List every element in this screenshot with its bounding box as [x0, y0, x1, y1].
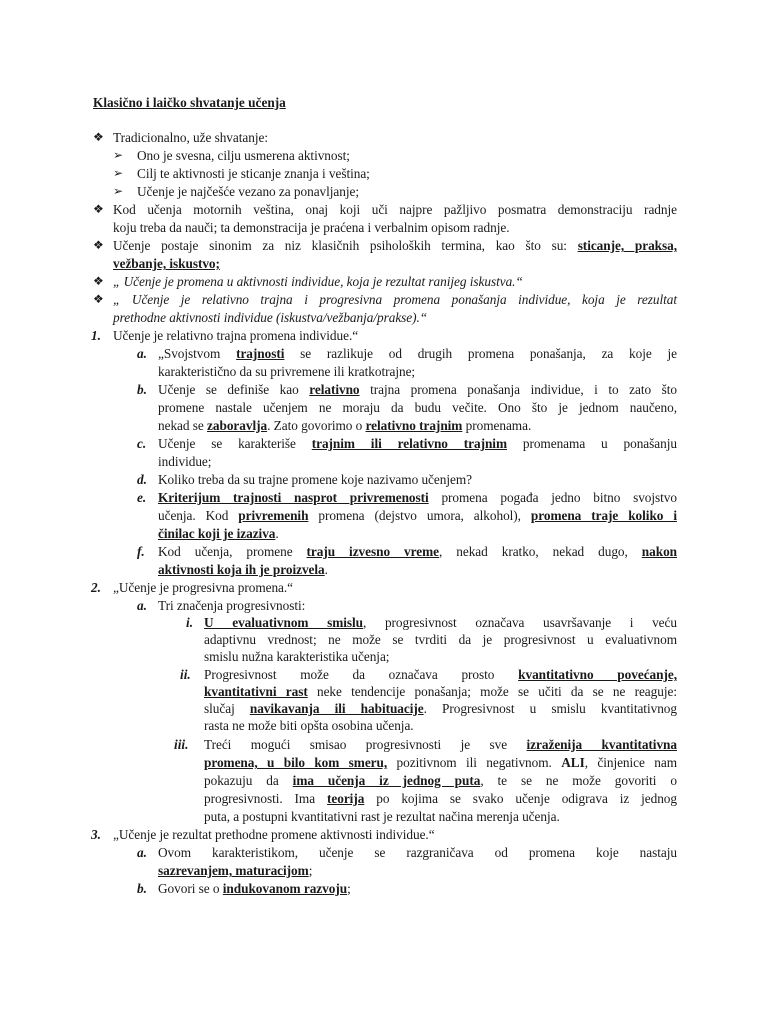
document-title: Klasično i laičko shvatanje učenja: [93, 95, 286, 110]
item-2a-iii-line1: Treći mogući smisao progresivnosti je sve izraženija kvantitativna: [204, 737, 677, 752]
diamond-bullet-icon: ❖: [93, 202, 104, 216]
item-2a-iii-line2: promena, u bilo kom smeru, pozitivnom ili negativnom. ALI, činjenice nam: [204, 755, 677, 770]
diamond-bullet-icon: ❖: [93, 130, 104, 144]
marker-2a-ii: ii.: [180, 667, 191, 682]
item-3-heading: „Učenje je rezultat prethodne promene aktivnosti individue.“: [113, 827, 435, 842]
item-3a-line2: sazrevanjem, maturacijom;: [158, 863, 313, 878]
diamond-bullet-icon: ❖: [93, 292, 104, 306]
item-1e-line3: činilac koji je izaziva.: [158, 526, 279, 541]
item-2a-iii-line3: pokazuju da ima učenja iz jednog puta, te se ne može govoriti o: [204, 773, 677, 788]
item-2a-ii-line1: Progresivnost može da označava prosto kvantitativno povećanje,: [204, 667, 678, 682]
item-1f-line2: aktivnosti koja ih je proizvela.: [158, 562, 328, 577]
marker-1d: d.: [137, 472, 147, 487]
quote-definition-1: „ Učenje je promena u aktivnosti individue, koja je rezultat ranijeg iskustva.“: [113, 274, 523, 289]
marker-1c: c.: [137, 436, 147, 451]
item-2a-ii-line2: kvantitativni rast neke tendencije ponašanja; može se učiti da se ne reaguje:: [204, 684, 677, 699]
item-1c-line2: individue;: [158, 454, 212, 469]
item-2a-i-line2: adaptivnu vrednost; ne može se tvrditi da je progresivnost u evaluativnom: [204, 632, 677, 647]
marker-3a: a.: [137, 845, 147, 860]
item-1d: Koliko treba da su trajne promene koje nazivamo učenjem?: [158, 472, 472, 487]
arrow-bullet-icon: ➢: [113, 148, 124, 162]
item-2a: Tri značenja progresivnosti:: [158, 598, 306, 613]
marker-2a-i: i.: [186, 615, 194, 630]
list-number-1: 1.: [91, 328, 101, 343]
item-1f-line1: Kod učenja, promene traju izvesno vreme, nekad kratko, nekad dugo, nakon: [158, 544, 678, 559]
item-1a-line2: karakteristično da su privremene ili kratkotrajne;: [158, 364, 416, 379]
bullet-traditional: Tradicionalno, uže shvatanje:: [113, 130, 268, 145]
bullet-synonym-line2: vežbanje, iskustvo;: [113, 256, 220, 271]
item-1e-line2: učenja. Kod privremenih promena (dejstvo umora, alkohol), promena traje koliko i: [158, 508, 677, 523]
marker-2a-iii: iii.: [174, 737, 189, 752]
bullet-motor-skills-line1: Kod učenja motornih veština, onaj koji uči najpre pažljivo posmatra demonstraciju radnje: [113, 202, 677, 217]
sub-bullet-1: Ono je svesna, cilju usmerena aktivnost;: [137, 148, 350, 163]
marker-1b: b.: [137, 382, 147, 397]
item-1-heading: Učenje je relativno trajna promena individue.“: [113, 328, 359, 343]
diamond-bullet-icon: ❖: [93, 238, 104, 252]
quote-definition-2-line2: prethodne aktivnosti individue (iskustva/vežbanja/prakse).“: [113, 310, 428, 325]
sub-bullet-2: Cilj te aktivnosti je sticanje znanja i veština;: [137, 166, 370, 181]
list-number-3: 3.: [91, 827, 101, 842]
quote-definition-2-line1: „ Učenje je relativno trajna i progresivna promena ponašanja individue, koja je rezultat: [113, 292, 677, 307]
arrow-bullet-icon: ➢: [113, 184, 124, 198]
diamond-bullet-icon: ❖: [93, 274, 104, 288]
item-3a-line1: Ovom karakteristikom, učenje se razgraničava od promena koje nastaju: [158, 845, 677, 860]
arrow-bullet-icon: ➢: [113, 166, 124, 180]
item-2a-iii-line5: puta, a postupni kvantitativni rast je rezultat načina merenja učenja.: [204, 809, 560, 824]
marker-1f: f.: [137, 544, 145, 559]
item-3b: Govori se o indukovanom razvoju;: [158, 881, 351, 896]
item-2a-i-line1: U evaluativnom smislu, progresivnost označava usavršavanje i veću: [204, 615, 677, 630]
item-2a-iii-line4: progresivnosti. Ima teorija po kojima se svako učenje odigrava iz jednog: [204, 791, 678, 806]
marker-1a: a.: [137, 346, 147, 361]
bullet-motor-skills-line2: koju treba da nauči; ta demonstracija je praćena i verbalnim opisom radnje.: [113, 220, 510, 235]
item-1a-line1: „Svojstvom trajnosti se razlikuje od drugih promena ponašanja, za koje je: [158, 346, 678, 361]
item-1b-line1: Učenje se definiše kao relativno trajna promena ponašanja individue, i to zato što: [158, 382, 677, 397]
item-1b-line3: nekad se zaboravlja. Zato govorimo o relativno trajnim promenama.: [158, 418, 532, 433]
list-number-2: 2.: [91, 580, 101, 595]
marker-2a: a.: [137, 598, 147, 613]
marker-1e: e.: [137, 490, 147, 505]
marker-3b: b.: [137, 881, 147, 896]
sub-bullet-3: Učenje je najčešće vezano za ponavljanje;: [137, 184, 360, 199]
item-2a-ii-line3: slučaj navikavanja ili habituacije. Progresivnost u smislu kvantitativnog: [204, 701, 677, 716]
item-2-heading: „Učenje je progresivna promena.“: [113, 580, 294, 595]
item-2a-ii-line4: rasta ne može biti opšta osobina učenja.: [204, 718, 414, 733]
item-2a-i-line3: smislu nužna karakteristika učenja;: [204, 649, 390, 664]
item-1b-line2: promene nastale učenjem ne moraju da budu večite. Ono što je jednom naučeno,: [158, 400, 677, 415]
item-1c-line1: Učenje se karakteriše trajnim ili relativno trajnim promenama u ponašanju: [158, 436, 677, 451]
item-1e-line1: Kriterijum trajnosti nasprot privremenosti promena pogađa jedno bitno svojstvo: [158, 490, 677, 505]
bullet-synonym-line1: Učenje postaje sinonim za niz klasičnih psiholoških termina, kao što su: sticanje, praksa,: [113, 238, 678, 253]
